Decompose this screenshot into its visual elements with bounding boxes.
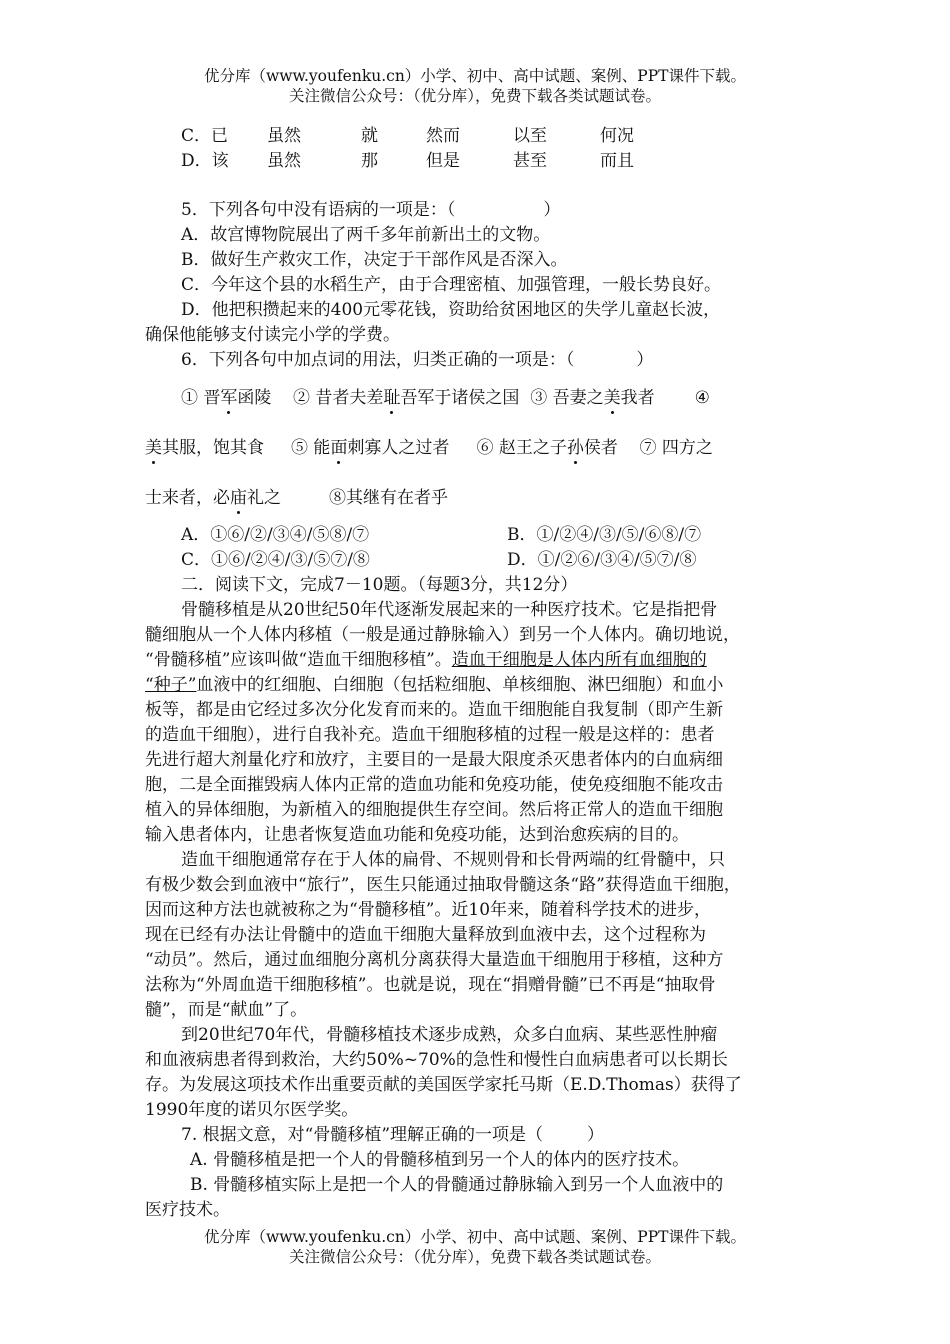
q6-option-a: A．①⑥/②/③④/⑤⑧/⑦	[181, 525, 370, 545]
page-header	[0, 66, 950, 106]
footer-line-1: 优分库（www.youfenku.cn）小学、初中、高中试题、案例、PPT课件下载。	[203, 1228, 747, 1246]
passage-paragraph-3: 到20世纪70年代，骨髓移植技术逐步成熟，众多白血病、某些恶性肿瘤 和血液病患者得到救治，大约50%~70%的急性和慢性白血病患者可以长期长 存。为发展这项技术作出重要贡献的美国医学家托马斯（E.D.Thomas）获得了 1990年度的诺贝尔医学奖。	[145, 1025, 742, 1120]
q4-option-c: C．已 虽然 就 然而 以至 何况	[181, 126, 634, 146]
dotted-char: 美	[145, 423, 162, 473]
q6-options-cd	[145, 548, 805, 573]
underlined-sentence: 造血干细胞是人体内所有血细胞的	[451, 650, 707, 670]
q5-option-d-cont: 确保他能够支付读完小学的学费。	[145, 325, 400, 345]
q6-option-d: D．①/②⑥/③④/⑤⑦/⑧	[507, 550, 697, 570]
header-line-2: 关注微信公众号：（优分库），免费下载各类试题试卷。	[288, 87, 661, 105]
document-body	[145, 124, 805, 1223]
dotted-char: 庙	[230, 473, 247, 523]
dotted-char: 耻	[383, 373, 400, 423]
q7-stem: 7. 根据文意，对“骨髓移植”理解正确的一项是（ ）	[181, 1125, 605, 1145]
page-footer	[0, 1227, 950, 1267]
q6-items-line-2: 美其服，饱其食 ⑤ 能面刺寡人之过者 ⑥ 赵王之子孙侯者 ⑦ 四方之	[145, 423, 805, 473]
passage-paragraph-2: 造血干细胞通常存在于人体的扁骨、不规则骨和长骨两端的红骨髓中，只 有极少数会到血液中“旅行”，医生只能通过抽取骨髓这条“路”获得造血干细胞， 因而这种方法也就被称之为“骨髓移植”。近10年来，随着科学技术的进步， 现在已经有办法让骨髓中的造血干细胞大量释放到血液中去，这个过程称为 “动员”。然后，通过血细胞分离机分离获得大量造血干细胞用于移植，这种方 法称为“外周血造干细胞移植”。也就是说，现在“捐赠骨髓”已不再是“抽取骨 髓”，而是“献血”了。	[145, 850, 741, 1020]
q6-stem: 6．下列各句中加点词的用法，归类正确的一项是：（ ）	[181, 350, 654, 370]
header-line-1: 优分库（www.youfenku.cn）小学、初中、高中试题、案例、PPT课件下载。	[203, 67, 747, 85]
footer-line-2: 关注微信公众号：（优分库），免费下载各类试题试卷。	[288, 1248, 661, 1266]
dotted-char: 孙	[567, 423, 584, 473]
dotted-char: 面	[330, 423, 347, 473]
q5-option-c: C．今年这个县的水稻生产，由于合理密植、加强管理，一般长势良好。	[181, 275, 722, 295]
q6-items-line-3: 士来者，必庙礼之 ⑧其继有在者乎	[145, 473, 805, 523]
q6-items-line-1: ① 晋军函陵 ② 昔者夫差耻吾军于诸侯之国 ③ 吾妻之美我者 ④	[145, 373, 805, 423]
q7-option-b: B. 骨髓移植实际上是把一个人的骨髓通过静脉输入到另一个人血液中的	[190, 1175, 724, 1195]
q5-option-d: D．他把积攒起来的400元零花钱，资助给贫困地区的失学儿童赵长波，	[181, 300, 721, 320]
q5-option-b: B．做好生产救灾工作，决定于干部作风是否深入。	[181, 250, 568, 270]
q7-option-a: A. 骨髓移植是把一个人的骨髓移植到另一个人的体内的医疗技术。	[190, 1150, 690, 1170]
dotted-char: 美	[604, 373, 621, 423]
q6-options-ab	[145, 523, 805, 548]
passage-paragraph-1: 骨髓移植是从20世纪50年代逐渐发展起来的一种医疗技术。它是指把骨 髓细胞从一个人体内移植（一般是通过静脉输入）到另一个人体内。确切地说， “骨髓移植”应该叫做“造血干细胞移植”。造血干细胞是人体内所有血细胞的 “种子”血液中的红细胞、白细胞（包括粒细胞、单核细胞、淋巴细胞）和血小 板等，都是由它经过多次分化发育而来的。造血干细胞能自我复制（即产生新 的造血干细胞），进行自我补充。造血干细胞移植的过程一般是这样的：患者 先进行超大剂量化疗和放疗，主要目的一是最大限度杀灭患者体内的白血病细 胞，二是全面摧毁病人体内正常的造血功能和免疫功能，使免疫细胞不能攻击 植入的异体细胞，为新植入的细胞提供生存空间。然后将正常人的造血干细胞 输入患者体内，让患者恢复造血功能和免疫功能，达到治愈疾病的目的。	[145, 600, 740, 845]
q5-option-a: A．故宫博物院展出了两千多年前新出土的文物。	[181, 225, 551, 245]
q7-option-b-cont: 医疗技术。	[145, 1200, 230, 1220]
q6-option-c: C．①⑥/②④/③/⑤⑦/⑧	[181, 550, 370, 570]
q6-option-b: B．①/②④/③/⑤/⑥⑧/⑦	[507, 525, 702, 545]
q4-option-d: D．该 虽然 那 但是 甚至 而且	[181, 151, 634, 171]
section-2-title: 二．阅读下文，完成7－10题。（每题3分，共12分）	[181, 575, 578, 595]
dotted-char: 军	[220, 373, 237, 423]
q5-stem: 5．下列各句中没有语病的一项是：（ ）	[181, 200, 561, 220]
underlined-sentence-cont: “种子”	[145, 675, 197, 695]
